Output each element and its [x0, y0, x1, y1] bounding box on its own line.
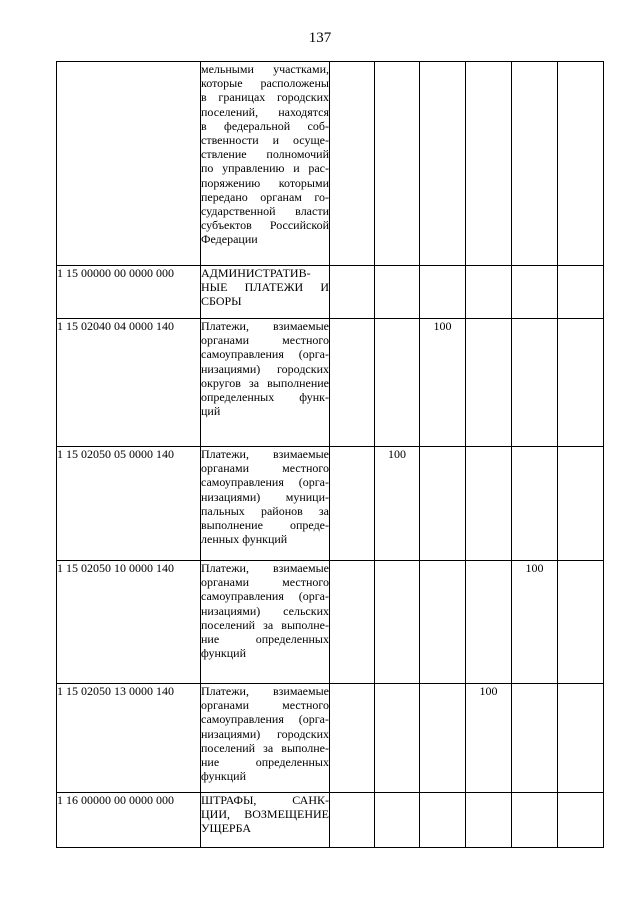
percent-value-cell [466, 62, 512, 266]
percent-value-cell [330, 319, 375, 447]
percent-value-cell [512, 684, 558, 793]
revenue-name-line: по управлению и рас- [201, 161, 329, 176]
percent-value-cell [466, 319, 512, 447]
revenue-name-line: функций [201, 646, 246, 661]
percent-value-cell [466, 447, 512, 561]
table-row [57, 447, 604, 561]
revenue-name-line: определенных функ- [201, 390, 329, 405]
revenue-name-line: ствление полномочий [201, 147, 329, 162]
revenue-name-line: СБОРЫ [201, 294, 242, 309]
revenue-name-line: в границах городских [201, 90, 329, 105]
revenue-name-line: ШТРАФЫ, САНК- [201, 793, 329, 807]
revenue-name-cell [201, 793, 330, 848]
revenue-name-line: АДМИНИСТРАТИВ- [201, 266, 311, 280]
table-row [57, 793, 604, 848]
percent-value-cell [558, 684, 604, 793]
percent-value-cell [375, 266, 420, 319]
percent-value-cell [466, 561, 512, 684]
revenue-name-line: НЫЕ ПЛАТЕЖИ И [201, 280, 329, 295]
table-row [57, 561, 604, 684]
revenue-name-line: самоуправления (орга- [201, 475, 329, 490]
revenue-name-line: Платежи, взимаемые [201, 319, 329, 333]
percent-value-cell [375, 793, 420, 848]
revenue-name-line: ленных функций [201, 532, 288, 547]
revenue-name-line: выполнение опреде- [201, 518, 329, 533]
revenue-name-line: органами местного [201, 575, 329, 590]
percent-value-cell [558, 561, 604, 684]
percent-value-cell [466, 266, 512, 319]
percent-value-cell [558, 793, 604, 848]
revenue-name-line: мельными участками, [201, 62, 329, 76]
percent-value-cell [512, 266, 558, 319]
revenue-name-line: передано органам го- [201, 189, 329, 204]
revenue-name-line: УЩЕРБА [201, 821, 252, 836]
percent-value-cell [558, 266, 604, 319]
percent-value-cell [420, 62, 466, 266]
revenue-name-line: органами местного [201, 461, 329, 476]
revenue-name-line: Платежи, взимаемые [201, 684, 329, 698]
table-row [57, 319, 604, 447]
revenue-name-cell [201, 319, 330, 447]
percent-value-cell [375, 62, 420, 266]
percent-value-cell [420, 684, 466, 793]
revenue-name-line: функций [201, 769, 246, 784]
budget-classification-table [56, 61, 604, 848]
percent-value-cell [375, 319, 420, 447]
budget-code-cell: 1 15 02050 05 0000 140 [57, 447, 201, 561]
budget-code-cell: 1 15 02040 04 0000 140 [57, 319, 201, 447]
percent-value-cell [375, 561, 420, 684]
revenue-name-line: поселений за выполне- [201, 740, 329, 755]
revenue-name-line: органами местного [201, 698, 329, 713]
percent-value-cell [558, 62, 604, 266]
revenue-name-line: Федерации [201, 232, 258, 247]
percent-value-cell [330, 62, 375, 266]
table-row [57, 62, 604, 266]
percent-value-cell [512, 319, 558, 447]
percent-value-cell [330, 561, 375, 684]
revenue-name-line: сударственной власти [201, 204, 329, 219]
revenue-name-line: ние определенных [201, 632, 329, 647]
percent-value-cell [558, 319, 604, 447]
revenue-name-line: пальных районов за [201, 503, 329, 518]
table-row [57, 684, 604, 793]
percent-value-cell [330, 447, 375, 561]
revenue-name-line: Платежи, взимаемые [201, 447, 329, 461]
revenue-name-line: органами местного [201, 333, 329, 348]
revenue-name-line: поселений, находятся [201, 104, 329, 119]
percent-value-cell [420, 447, 466, 561]
revenue-name-line: поселений за выполне- [201, 617, 329, 632]
revenue-name-line: ние определенных [201, 755, 329, 770]
percent-value-cell [330, 684, 375, 793]
revenue-name-line: низациями) сельских [201, 603, 329, 618]
revenue-name-line: ственности и осуще- [201, 133, 329, 148]
revenue-name-cell [201, 447, 330, 561]
table-row [57, 266, 604, 319]
revenue-name-line: самоуправления (орга- [201, 712, 329, 727]
percent-value-cell [420, 561, 466, 684]
percent-value-cell [330, 266, 375, 319]
percent-value-cell [330, 793, 375, 848]
percent-value-cell [466, 793, 512, 848]
revenue-name-line: которые расположены [201, 76, 329, 91]
budget-code-cell [57, 62, 201, 266]
budget-code-cell: 1 15 02050 10 0000 140 [57, 561, 201, 684]
percent-value-cell [512, 793, 558, 848]
table-body [57, 62, 604, 848]
revenue-name-line: низациями) городских [201, 361, 329, 376]
budget-code-cell: 1 15 02050 13 0000 140 [57, 684, 201, 793]
percent-value-cell [420, 793, 466, 848]
revenue-name-line: округов за выполнение [201, 375, 329, 390]
revenue-name-cell [201, 561, 330, 684]
revenue-name-line: самоуправления (орга- [201, 589, 329, 604]
percent-value-cell [558, 447, 604, 561]
revenue-name-line: ций [201, 404, 221, 419]
revenue-name-line: самоуправления (орга- [201, 347, 329, 362]
revenue-name-line: ЦИИ, ВОЗМЕЩЕНИЕ [201, 807, 329, 822]
revenue-name-cell [201, 266, 330, 319]
percent-value-cell [375, 684, 420, 793]
percent-value-cell [512, 62, 558, 266]
percent-value-cell: 100 [466, 684, 512, 793]
revenue-name-line: в федеральной соб- [201, 118, 329, 133]
percent-value-cell: 100 [420, 319, 466, 447]
revenue-name-line: низациями) городских [201, 726, 329, 741]
page-number: 137 [308, 30, 332, 46]
percent-value-cell: 100 [375, 447, 420, 561]
revenue-name-cell [201, 62, 330, 266]
budget-code-cell: 1 16 00000 00 0000 000 [57, 793, 201, 848]
budget-code-cell: 1 15 00000 00 0000 000 [57, 266, 201, 319]
revenue-name-line: поряжению которыми [201, 175, 329, 190]
revenue-name-line: низациями) муници- [201, 489, 329, 504]
percent-value-cell: 100 [512, 561, 558, 684]
percent-value-cell [512, 447, 558, 561]
revenue-name-line: субъектов Российской [201, 218, 329, 233]
revenue-name-line: Платежи, взимаемые [201, 561, 329, 575]
revenue-name-cell [201, 684, 330, 793]
percent-value-cell [420, 266, 466, 319]
